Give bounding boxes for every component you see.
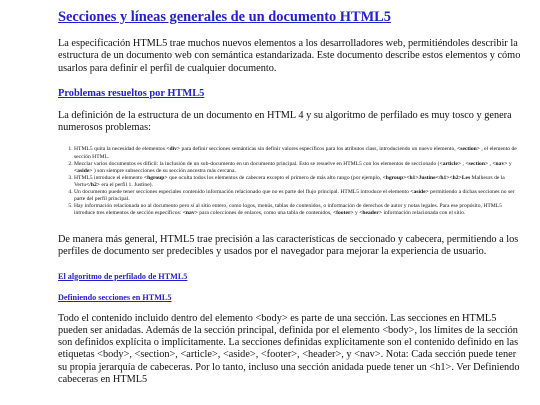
code-element-name: <div> xyxy=(166,146,181,153)
intro-paragraph: La especificación HTML5 trae muchos nuevos elementos a los desarrolladores web, permitiéndoles describir la estructura de un documento web con semántica estandarizada. Este documento describe estos elementos y cómo usarlos para definir el perfil de cualquier documento. xyxy=(58,38,521,74)
problem-item: 2. Mezclar varios documentos es difícil: la inclusión de un sub-documento en un documento principal. Esto se resuelve en HTML5 con los elementos de seccionado (<article> , <section> , <nav> y <aside> ) son siempre subsecciones de su sección ancestra más cercana. xyxy=(74,161,522,175)
code-element-name: <section> xyxy=(457,146,480,153)
code-element-name: <nav> xyxy=(182,209,198,216)
problems-heading-link[interactable]: Problemas resueltos por HTML5 xyxy=(58,87,205,99)
problem-item: 5. Hay información relacionada no al documento pero sí al sitio entero, como logos, menús, tablas de contenidos, o información de derechos de autor y notas legales. Para ese propósito, HTML5 introduce tres elementos de sección específicos: <nav> para colecciones de enlaces, como una tabla de contenidos, <footer> y <header> información relacionada con el sitio. xyxy=(74,203,522,217)
problems-paragraph: La definición de la estructura de un documento en HTML 4 y su algoritmo de perfilado es muy tosco y genera numerosos problemas: xyxy=(58,109,512,134)
problem-item: 4. Un documento puede tener secciones especiales contenido información relacionado que no es parte del flujo principal. HTML5 introduce el elemento <aside> permitiendo a dichas secciones no ser parte del perfil principal. xyxy=(74,189,522,203)
code-element-name: <section> xyxy=(465,160,489,167)
code-element-name: <footer> xyxy=(332,209,354,216)
page-title xyxy=(58,8,522,26)
code-element-name: <nav> xyxy=(492,160,508,167)
algorithm-heading-link[interactable]: El algoritmo de perfilado de HTML5 xyxy=(58,271,188,281)
code-element-name: <hgroup> xyxy=(143,174,168,181)
code-element-name: <aside> xyxy=(74,167,93,174)
title-link[interactable]: Secciones y líneas generales de un documento HTML5 xyxy=(58,9,391,25)
summary-paragraph: De manera más general, HTML5 trae precisión a las características de seccionado y cabecera, permitiendo a los perfiles de documento ser predecibles y usados por el navegador para mejorar la experiencia de usuario. xyxy=(58,233,519,258)
code-element-name: <article> xyxy=(439,160,462,167)
code-element-name: </h2> xyxy=(86,181,100,188)
problem-item: 3. HTML5 introduce el elemento <hgroup> que oculta todos los elementos de cabecera excepto el primero de más alto rango (por ejemplo, <hgroup><h1>Justine</h1><h2>Les Malheurs de la Vertu</h2> era el perfil 1. Justine). xyxy=(74,175,522,189)
section-heading-algorithm xyxy=(58,271,522,282)
code-element-name: <header> xyxy=(359,209,383,216)
problems-list xyxy=(58,146,522,216)
defining-heading-link[interactable]: Definiendo secciones en HTML5 xyxy=(58,292,172,302)
sections-paragraph: Todo el contenido incluido dentro del elemento <body> es parte de una sección. Las secciones en HTML5 pueden ser anidadas. Además de la sección principal, definida por el elemento <body>, los límites de la sección son definidos explícita o implícitamente. La secciones definidas explícitamente son el contenido definido en las etiquetas <body>, <section>, <article>, <aside>, <footer>, <header>, y <nav>. Nota: Cada sección puede tener su propia jerarquía de cabeceras. Por lo tanto, incluso una sección anidada puede tener un <h1>. Ver Definiendo cabeceras en HTML5 xyxy=(58,312,520,386)
code-element-name: <aside> xyxy=(410,188,429,195)
subsection-heading-defining xyxy=(58,292,522,303)
section-heading-problems xyxy=(58,87,522,100)
code-element-name: <hgroup><h1>Justine</h1><h2>Les xyxy=(382,174,471,181)
problem-item: 1. HTML5 quita la necesidad de elementos <div> para definir secciones semánticas sin definir valores específicos para los atributos class, introduciendo un nuevo elemento, <section> , el elemento de sección HTML. xyxy=(74,146,522,160)
